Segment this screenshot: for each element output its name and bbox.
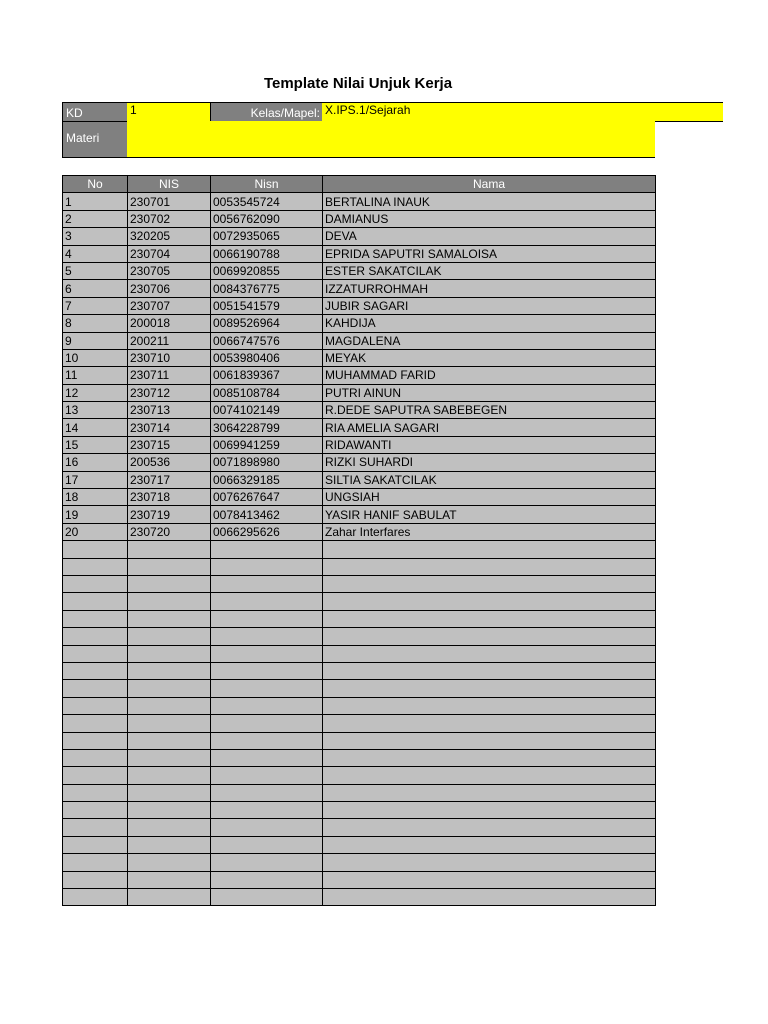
cell-nama[interactable] <box>323 610 656 627</box>
cell-nis[interactable]: 230717 <box>128 471 211 488</box>
cell-nisn[interactable] <box>211 871 323 888</box>
cell-nama[interactable]: RIDAWANTI <box>323 436 656 453</box>
cell-nisn[interactable]: 0053980406 <box>211 349 323 366</box>
cell-nis[interactable]: 200018 <box>128 315 211 332</box>
column-header-nis[interactable]: NIS <box>128 176 211 193</box>
cell-no[interactable]: 17 <box>63 471 128 488</box>
cell-nisn[interactable] <box>211 645 323 662</box>
cell-nisn[interactable] <box>211 836 323 853</box>
cell-no[interactable] <box>63 541 128 558</box>
empty-table-row <box>63 767 656 784</box>
table-row <box>63 297 656 314</box>
cell-nis[interactable] <box>128 558 211 575</box>
cell-nisn[interactable] <box>211 854 323 871</box>
cell-nisn[interactable]: 0066295626 <box>211 523 323 540</box>
cell-nama[interactable] <box>323 715 656 732</box>
cell-nis[interactable] <box>128 715 211 732</box>
empty-table-row <box>63 628 656 645</box>
cell-no[interactable]: 13 <box>63 402 128 419</box>
cell-nama[interactable]: R.DEDE SAPUTRA SABEBEGEN <box>323 402 656 419</box>
cell-no[interactable] <box>63 715 128 732</box>
cell-no[interactable] <box>63 732 128 749</box>
column-header-no[interactable]: No <box>63 176 128 193</box>
table-row <box>63 245 656 262</box>
empty-table-row <box>63 836 656 853</box>
cell-nis[interactable]: 200536 <box>128 454 211 471</box>
cell-nis[interactable] <box>128 680 211 697</box>
cell-nis[interactable]: 230706 <box>128 280 211 297</box>
cell-nis[interactable] <box>128 784 211 801</box>
cell-no[interactable]: 6 <box>63 280 128 297</box>
cell-nisn[interactable] <box>211 610 323 627</box>
cell-nama[interactable] <box>323 836 656 853</box>
cell-no[interactable]: 11 <box>63 367 128 384</box>
cell-nisn[interactable]: 0074102149 <box>211 402 323 419</box>
cell-no[interactable] <box>63 662 128 679</box>
cell-nisn[interactable] <box>211 662 323 679</box>
cell-no[interactable] <box>63 749 128 766</box>
materi-label: Materi <box>66 131 100 145</box>
cell-nis[interactable]: 230701 <box>128 193 211 210</box>
empty-table-row <box>63 819 656 836</box>
table-header-row <box>63 176 656 193</box>
cell-nama[interactable] <box>323 802 656 819</box>
cell-nama[interactable]: JUBIR SAGARI <box>323 297 656 314</box>
cell-no[interactable]: 18 <box>63 489 128 506</box>
cell-no[interactable]: 3 <box>63 228 128 245</box>
cell-no[interactable]: 10 <box>63 349 128 366</box>
cell-nama[interactable]: MEYAK <box>323 349 656 366</box>
empty-table-row <box>63 558 656 575</box>
kelas-label-cell[interactable] <box>210 102 323 122</box>
cell-nisn[interactable]: 0066190788 <box>211 245 323 262</box>
table-row <box>63 384 656 401</box>
cell-no[interactable] <box>63 697 128 714</box>
table-row <box>63 367 656 384</box>
cell-nama[interactable] <box>323 628 656 645</box>
cell-nama[interactable] <box>323 889 656 906</box>
cell-no[interactable] <box>63 575 128 592</box>
cell-nis[interactable]: 230713 <box>128 402 211 419</box>
cell-nis[interactable]: 230718 <box>128 489 211 506</box>
cell-nisn[interactable]: 0061839367 <box>211 367 323 384</box>
cell-no[interactable]: 14 <box>63 419 128 436</box>
empty-table-row <box>63 680 656 697</box>
cell-nis[interactable] <box>128 819 211 836</box>
cell-no[interactable]: 7 <box>63 297 128 314</box>
cell-no[interactable]: 1 <box>63 193 128 210</box>
kelas-value: X.IPS.1/Sejarah <box>325 103 411 117</box>
empty-table-row <box>63 610 656 627</box>
cell-no[interactable] <box>63 802 128 819</box>
empty-table-row <box>63 854 656 871</box>
cell-nisn[interactable] <box>211 749 323 766</box>
cell-no[interactable] <box>63 610 128 627</box>
cell-nis[interactable] <box>128 541 211 558</box>
cell-nis[interactable] <box>128 854 211 871</box>
page-title: Template Nilai Unjuk Kerja <box>263 75 453 92</box>
empty-table-row <box>63 871 656 888</box>
empty-table-row <box>63 784 656 801</box>
cell-nama[interactable]: RIA AMELIA SAGARI <box>323 419 656 436</box>
cell-nama[interactable]: EPRIDA SAPUTRI SAMALOISA <box>323 245 656 262</box>
empty-table-row <box>63 715 656 732</box>
cell-nis[interactable] <box>128 697 211 714</box>
empty-table-row <box>63 593 656 610</box>
cell-nama[interactable]: SILTIA SAKATCILAK <box>323 471 656 488</box>
cell-no[interactable]: 8 <box>63 315 128 332</box>
empty-table-row <box>63 749 656 766</box>
cell-nama[interactable] <box>323 732 656 749</box>
cell-no[interactable] <box>63 767 128 784</box>
cell-nama[interactable]: Zahar Interfares <box>323 523 656 540</box>
kd-label-cell[interactable] <box>62 102 128 122</box>
cell-nis[interactable]: 230714 <box>128 419 211 436</box>
cell-nis[interactable] <box>128 662 211 679</box>
cell-no[interactable] <box>63 854 128 871</box>
table-row <box>63 436 656 453</box>
cell-no[interactable] <box>63 819 128 836</box>
cell-nama[interactable]: YASIR HANIF SABULAT <box>323 506 656 523</box>
cell-nis[interactable] <box>128 767 211 784</box>
cell-nis[interactable]: 230720 <box>128 523 211 540</box>
cell-no[interactable] <box>63 889 128 906</box>
cell-nama[interactable] <box>323 575 656 592</box>
empty-table-row <box>63 802 656 819</box>
cell-nisn[interactable] <box>211 732 323 749</box>
cell-no[interactable]: 20 <box>63 523 128 540</box>
cell-nis[interactable] <box>128 889 211 906</box>
cell-nis[interactable]: 230719 <box>128 506 211 523</box>
cell-nis[interactable] <box>128 836 211 853</box>
cell-nis[interactable] <box>128 802 211 819</box>
cell-no[interactable] <box>63 628 128 645</box>
cell-nisn[interactable] <box>211 628 323 645</box>
cell-nama[interactable]: RIZKI SUHARDI <box>323 454 656 471</box>
cell-nisn[interactable]: 0072935065 <box>211 228 323 245</box>
cell-nama[interactable] <box>323 541 656 558</box>
cell-nama[interactable] <box>323 854 656 871</box>
cell-nis[interactable]: 230711 <box>128 367 211 384</box>
cell-nisn[interactable]: 0069920855 <box>211 262 323 279</box>
cell-no[interactable]: 15 <box>63 436 128 453</box>
empty-table-row <box>63 732 656 749</box>
table-row <box>63 454 656 471</box>
cell-nisn[interactable] <box>211 593 323 610</box>
cell-nama[interactable] <box>323 749 656 766</box>
cell-nisn[interactable] <box>211 802 323 819</box>
cell-nama[interactable] <box>323 645 656 662</box>
cell-nis[interactable]: 230710 <box>128 349 211 366</box>
cell-nisn[interactable] <box>211 889 323 906</box>
cell-nisn[interactable]: 0056762090 <box>211 210 323 227</box>
cell-no[interactable] <box>63 593 128 610</box>
cell-nama[interactable]: KAHDIJA <box>323 315 656 332</box>
cell-nisn[interactable] <box>211 819 323 836</box>
cell-nama[interactable]: DEVA <box>323 228 656 245</box>
cell-nisn[interactable] <box>211 575 323 592</box>
cell-no[interactable]: 9 <box>63 332 128 349</box>
cell-nisn[interactable] <box>211 680 323 697</box>
cell-nama[interactable]: UNGSIAH <box>323 489 656 506</box>
column-header-nisn[interactable]: Nisn <box>211 176 323 193</box>
cell-nisn[interactable]: 3064228799 <box>211 419 323 436</box>
empty-table-row <box>63 697 656 714</box>
cell-nisn[interactable]: 0084376775 <box>211 280 323 297</box>
cell-nisn[interactable] <box>211 767 323 784</box>
table-row <box>63 210 656 227</box>
kd-label: KD <box>66 106 83 120</box>
cell-no[interactable] <box>63 836 128 853</box>
table-row <box>63 280 656 297</box>
cell-nis[interactable]: 230707 <box>128 297 211 314</box>
materi-value-cell[interactable] <box>127 121 655 158</box>
student-table <box>62 175 656 906</box>
table-row <box>63 332 656 349</box>
cell-nisn[interactable] <box>211 558 323 575</box>
table-row <box>63 419 656 436</box>
kd-value: 1 <box>130 103 137 117</box>
cell-no[interactable] <box>63 645 128 662</box>
cell-nis[interactable]: 200211 <box>128 332 211 349</box>
cell-nis[interactable]: 230704 <box>128 245 211 262</box>
cell-nama[interactable]: MAGDALENA <box>323 332 656 349</box>
cell-nisn[interactable]: 0085108784 <box>211 384 323 401</box>
kd-value-cell[interactable] <box>127 102 211 122</box>
cell-no[interactable] <box>63 558 128 575</box>
table-row <box>63 262 656 279</box>
table-row <box>63 349 656 366</box>
cell-nama[interactable] <box>323 662 656 679</box>
cell-nis[interactable] <box>128 732 211 749</box>
cell-nisn[interactable]: 0089526964 <box>211 315 323 332</box>
table-row <box>63 471 656 488</box>
cell-no[interactable] <box>63 680 128 697</box>
table-row <box>63 523 656 540</box>
cell-nama[interactable] <box>323 697 656 714</box>
cell-nisn[interactable]: 0053545724 <box>211 193 323 210</box>
cell-nisn[interactable] <box>211 541 323 558</box>
empty-table-row <box>63 645 656 662</box>
empty-table-row <box>63 575 656 592</box>
cell-nisn[interactable]: 0051541579 <box>211 297 323 314</box>
cell-nama[interactable]: DAMIANUS <box>323 210 656 227</box>
cell-no[interactable]: 16 <box>63 454 128 471</box>
kelas-value-cell[interactable] <box>322 102 723 122</box>
column-header-nama[interactable]: Nama <box>323 176 656 193</box>
cell-nis[interactable]: 230712 <box>128 384 211 401</box>
cell-nama[interactable]: IZZATURROHMAH <box>323 280 656 297</box>
cell-nisn[interactable] <box>211 715 323 732</box>
cell-nisn[interactable]: 0078413462 <box>211 506 323 523</box>
empty-table-row <box>63 889 656 906</box>
cell-nisn[interactable] <box>211 697 323 714</box>
table-row <box>63 228 656 245</box>
cell-nisn[interactable]: 0069941259 <box>211 436 323 453</box>
table-row <box>63 193 656 210</box>
cell-nis[interactable] <box>128 871 211 888</box>
table-row <box>63 402 656 419</box>
cell-no[interactable]: 5 <box>63 262 128 279</box>
cell-nama[interactable]: ESTER SAKATCILAK <box>323 262 656 279</box>
cell-nama[interactable] <box>323 819 656 836</box>
cell-nis[interactable] <box>128 575 211 592</box>
cell-nis[interactable] <box>128 645 211 662</box>
cell-nama[interactable] <box>323 767 656 784</box>
cell-nisn[interactable]: 0071898980 <box>211 454 323 471</box>
cell-no[interactable]: 2 <box>63 210 128 227</box>
cell-nisn[interactable]: 0076267647 <box>211 489 323 506</box>
cell-nisn[interactable] <box>211 784 323 801</box>
cell-nama[interactable]: BERTALINA INAUK <box>323 193 656 210</box>
cell-no[interactable] <box>63 784 128 801</box>
cell-no[interactable] <box>63 871 128 888</box>
empty-table-row <box>63 541 656 558</box>
cell-nis[interactable] <box>128 749 211 766</box>
cell-nama[interactable] <box>323 593 656 610</box>
cell-nis[interactable]: 230715 <box>128 436 211 453</box>
table-row <box>63 506 656 523</box>
cell-nis[interactable]: 230705 <box>128 262 211 279</box>
cell-nis[interactable] <box>128 628 211 645</box>
cell-nama[interactable]: PUTRI AINUN <box>323 384 656 401</box>
cell-nama[interactable]: MUHAMMAD FARID <box>323 367 656 384</box>
table-row <box>63 315 656 332</box>
cell-nama[interactable] <box>323 784 656 801</box>
cell-nis[interactable] <box>128 610 211 627</box>
cell-nis[interactable]: 320205 <box>128 228 211 245</box>
cell-nisn[interactable]: 0066329185 <box>211 471 323 488</box>
cell-no[interactable]: 19 <box>63 506 128 523</box>
materi-label-cell[interactable] <box>62 121 128 158</box>
cell-nama[interactable] <box>323 871 656 888</box>
table-row <box>63 489 656 506</box>
cell-no[interactable]: 12 <box>63 384 128 401</box>
cell-nis[interactable] <box>128 593 211 610</box>
cell-nis[interactable]: 230702 <box>128 210 211 227</box>
cell-no[interactable]: 4 <box>63 245 128 262</box>
empty-table-row <box>63 662 656 679</box>
cell-nama[interactable] <box>323 558 656 575</box>
kelas-label: Kelas/Mapel: <box>250 106 320 120</box>
cell-nisn[interactable]: 0066747576 <box>211 332 323 349</box>
cell-nama[interactable] <box>323 680 656 697</box>
